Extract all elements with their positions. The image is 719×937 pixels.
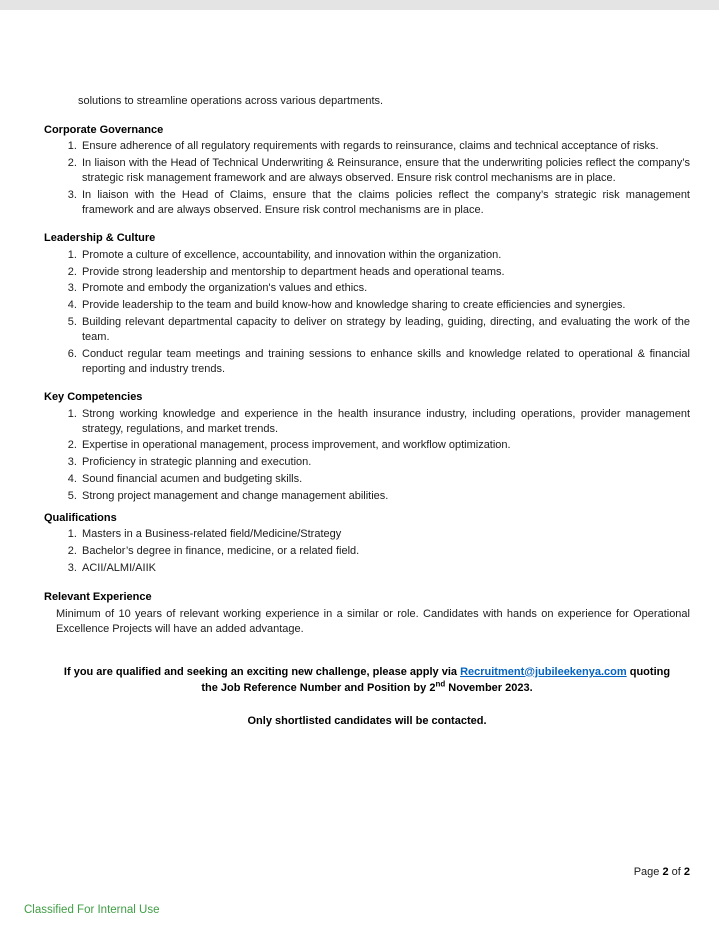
section-list <box>44 248 690 377</box>
list-item: 4. Sound financial acumen and budgeting skills. <box>80 472 690 487</box>
document-page <box>0 10 719 727</box>
section-qualifications <box>44 511 690 576</box>
continuation-text: solutions to streamline operations across various departments. <box>78 95 384 107</box>
list-item: 3. In liaison with the Head of Claims, ensure that the claims policies reflect the company’s strategic risk management framework and are always observed. Ensure risk control mechanisms are in place. <box>80 188 690 218</box>
list-item: 5. Building relevant departmental capacity to deliver on strategy by leading, guiding, directing, and evaluating the work of the team. <box>80 315 690 345</box>
apply-text-after-link: quoting <box>626 665 671 678</box>
list-item: 1. Promote a culture of excellence, accountability, and innovation within the organization. <box>80 248 690 263</box>
shortlisted-note: Only shortlisted candidates will be contacted. <box>247 714 487 727</box>
list-item: 2. Expertise in operational management, process improvement, and workflow optimization. <box>80 438 690 453</box>
list-item: 2. Provide strong leadership and mentorship to department heads and operational teams. <box>80 265 690 280</box>
page-number-total: 2 <box>683 866 690 878</box>
classification-footer: Classified For Internal Use <box>24 904 160 916</box>
list-item: 3. ACII/ALMI/AIIK <box>80 561 690 576</box>
list-item: 2. Bachelor’s degree in finance, medicine, or a related field. <box>80 544 690 559</box>
sections-container <box>44 123 690 638</box>
list-item: 1. Ensure adherence of all regulatory requirements with regards to reinsurance, claims and technical acceptance of risks. <box>80 139 690 154</box>
list-item: 4. Provide leadership to the team and build know-how and knowledge sharing to create efficiencies and synergies. <box>80 298 690 313</box>
list-item: 6. Conduct regular team meetings and training sessions to enhance skills and knowledge related to operational & financial reporting and industry trends. <box>80 347 690 377</box>
section-leadership-culture <box>44 231 690 376</box>
page-label-prefix: Page <box>633 866 663 878</box>
list-item: 3. Promote and embody the organization's values and ethics. <box>80 281 690 296</box>
list-item: 1. Masters in a Business-related field/Medicine/Strategy <box>80 527 690 542</box>
section-corporate-governance <box>44 123 690 218</box>
apply-text-date-tail: November 2023. <box>445 681 533 694</box>
section-title: Qualifications <box>44 511 117 524</box>
section-list <box>44 407 690 504</box>
page-label-of: of <box>668 866 684 878</box>
list-item: 3. Proficiency in strategic planning and execution. <box>80 455 690 470</box>
section-paragraph: Minimum of 10 years of relevant working experience in a similar or role. Candidates with hands on experience for Operational Excellence Projects will have an added advantage. <box>56 607 690 636</box>
date-ordinal-superscript: nd <box>435 678 446 688</box>
page-number-current: 2 <box>662 866 669 878</box>
page-number <box>634 866 690 878</box>
email-link[interactable]: Recruitment@jubileekenya.com <box>460 665 627 678</box>
window-top-strip <box>0 0 719 10</box>
apply-instructions <box>52 665 682 697</box>
section-title: Key Competencies <box>44 391 143 404</box>
list-item: 1. Strong working knowledge and experience in the health insurance industry, including operations, provider management strategy, regulations, and market trends. <box>80 407 690 437</box>
apply-text-line2: the Job Reference Number and Position by 2 <box>201 681 436 694</box>
section-list <box>44 139 690 217</box>
section-title: Relevant Experience <box>44 590 152 603</box>
list-item: 5. Strong project management and change management abilities. <box>80 489 690 504</box>
section-title: Leadership & Culture <box>44 232 156 245</box>
list-item: 2. In liaison with the Head of Technical Underwriting & Reinsurance, ensure that the underwriting policies reflect the company’s strategic risk management framework and are always observed. Ensure risk control mechanisms are in place. <box>80 156 690 186</box>
section-list <box>44 527 690 576</box>
section-relevant-experience <box>44 590 690 638</box>
section-title: Corporate Governance <box>44 123 164 136</box>
section-key-competencies <box>44 390 690 503</box>
apply-text-before-link: If you are qualified and seeking an exciting new challenge, please apply via <box>63 665 461 678</box>
